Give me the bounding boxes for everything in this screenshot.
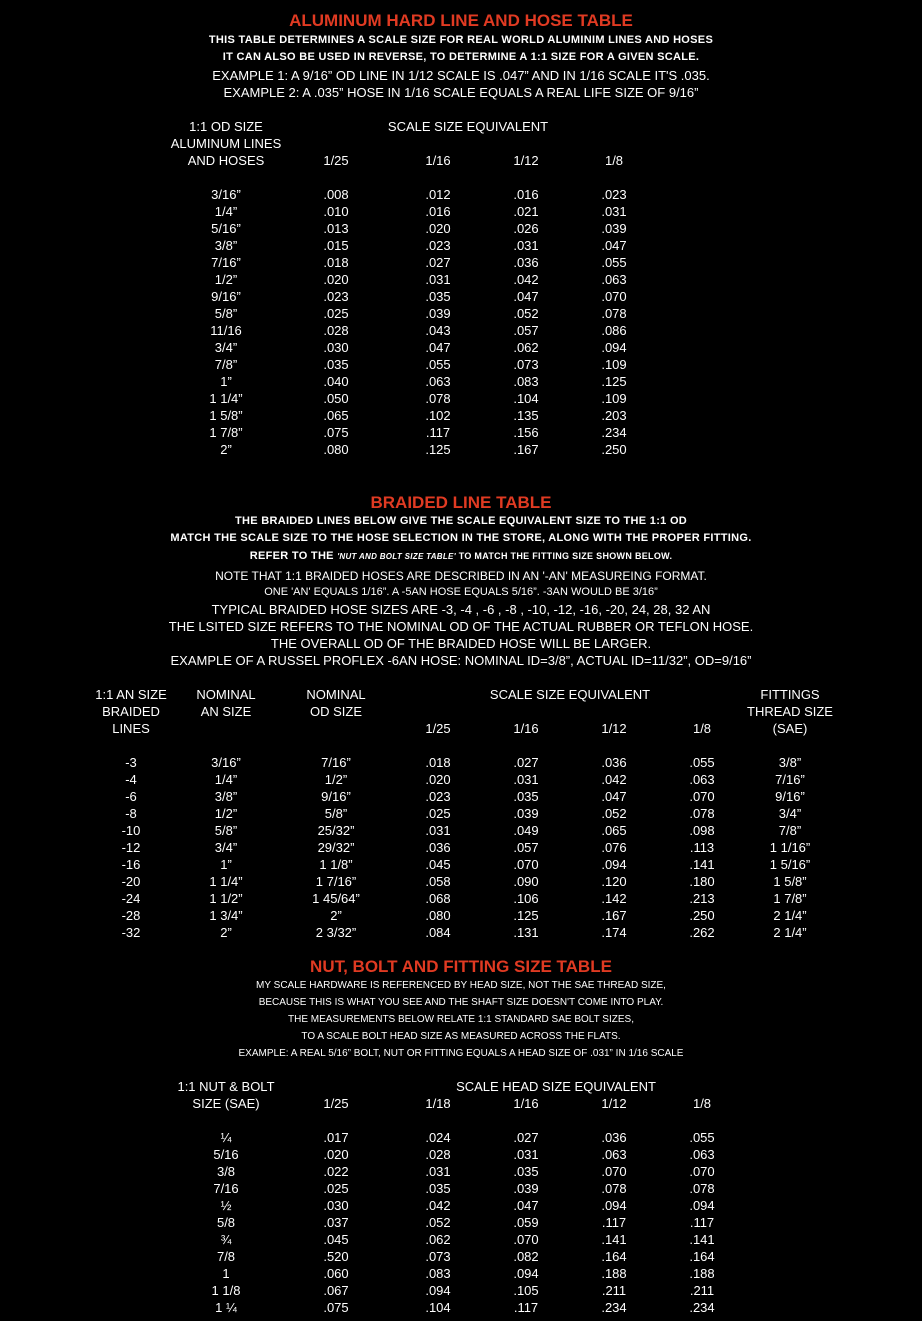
table-cell: 2” <box>330 908 342 923</box>
table-cell: 5/8” <box>214 306 238 321</box>
table-cell: .213 <box>689 891 715 906</box>
table-cell: 3/8” <box>778 755 802 770</box>
table-cell: .073 <box>425 1249 451 1264</box>
table-cell: .031 <box>425 823 451 838</box>
table-cell: 11/16 <box>210 323 242 338</box>
table-cell: 9/16” <box>211 289 241 304</box>
table-cell: .104 <box>513 391 539 406</box>
header-scale: 1/12 <box>601 721 627 736</box>
table-cell: .057 <box>513 323 539 338</box>
table-cell: 1 ¼ <box>215 1300 237 1315</box>
table-cell: .188 <box>689 1266 715 1281</box>
table-cell: .063 <box>689 772 715 787</box>
table-cell: .020 <box>323 272 349 287</box>
header-scale: 1/8 <box>692 1096 712 1111</box>
table-cell: .045 <box>323 1232 349 1247</box>
table-cell: .031 <box>601 204 627 219</box>
table-cell: .031 <box>513 238 539 253</box>
aluminum-example-line: EXAMPLE 1: A 9/16” OD LINE IN 1/12 SCALE IS .047” AND IN 1/16 SCALE IT'S .035. <box>212 68 710 83</box>
refer-text: TO MATCH THE FITTING SIZE SHOWN BELOW. <box>455 551 673 561</box>
table-cell: .008 <box>323 187 349 202</box>
table-cell: 1/2” <box>214 806 238 821</box>
table-cell: -3 <box>125 755 137 770</box>
table-cell: .104 <box>425 1300 451 1315</box>
table-cell: .120 <box>601 874 627 889</box>
table-cell: .086 <box>601 323 627 338</box>
table-cell: -8 <box>125 806 137 821</box>
table-cell: .039 <box>513 806 539 821</box>
table-cell: .070 <box>689 1164 715 1179</box>
table-cell: .028 <box>425 1147 451 1162</box>
table-cell: 5/16 <box>213 1147 239 1162</box>
table-cell: -16 <box>121 857 141 872</box>
table-cell: .035 <box>513 789 539 804</box>
table-cell: 1 1/16” <box>769 840 811 855</box>
header-fittings: FITTINGS <box>760 687 820 702</box>
table-cell: ¾ <box>220 1232 232 1247</box>
table-cell: 25/32” <box>317 823 355 838</box>
table-cell: 5/16” <box>211 221 241 236</box>
table-cell: .188 <box>601 1266 627 1281</box>
table-cell: .016 <box>425 204 451 219</box>
table-cell: 7/8” <box>778 823 802 838</box>
table-cell: .035 <box>513 1164 539 1179</box>
braided-table-title: BRAIDED LINE TABLE <box>370 493 552 512</box>
table-cell: .057 <box>513 840 539 855</box>
header-scale-group: SCALE HEAD SIZE EQUIVALENT <box>456 1079 656 1094</box>
table-cell: .031 <box>425 1164 451 1179</box>
table-cell: .036 <box>425 840 451 855</box>
table-cell: .083 <box>425 1266 451 1281</box>
table-cell: .094 <box>601 1198 627 1213</box>
table-cell: .027 <box>513 755 539 770</box>
table-cell: .039 <box>513 1181 539 1196</box>
table-cell: ¼ <box>220 1130 232 1145</box>
header-nut-bolt-size: 1:1 NUT & BOLT <box>177 1079 275 1094</box>
table-cell: .063 <box>689 1147 715 1162</box>
braided-intro-line: THE OVERALL OD OF THE BRAIDED HOSE WILL BE LARGER. <box>270 636 652 651</box>
table-cell: .113 <box>689 840 715 855</box>
header-scale: 1/8 <box>604 153 624 168</box>
table-cell: .174 <box>601 925 627 940</box>
table-cell: .052 <box>513 306 539 321</box>
table-cell: 7/16” <box>775 772 805 787</box>
table-cell: .018 <box>323 255 349 270</box>
braided-intro-line: EXAMPLE OF A RUSSEL PROFLEX -6AN HOSE: NOMINAL ID=3/8”, ACTUAL ID=11/32”, OD=9/16” <box>170 653 752 668</box>
table-cell: .065 <box>323 408 349 423</box>
nut-bolt-intro-line: EXAMPLE: A REAL 5/16” BOLT, NUT OR FITTING EQUALS A HEAD SIZE OF .031” IN 1/16 SCALE <box>238 1048 684 1059</box>
table-cell: 1 1/4” <box>209 391 243 406</box>
header-an-size: LINES <box>112 721 150 736</box>
table-cell: .131 <box>513 925 539 940</box>
table-cell: .211 <box>601 1283 627 1298</box>
table-cell: 3/8” <box>214 238 238 253</box>
table-cell: 1/2” <box>214 272 238 287</box>
table-cell: .102 <box>425 408 451 423</box>
table-cell: .025 <box>425 806 451 821</box>
table-cell: 2” <box>220 442 232 457</box>
table-cell: .043 <box>425 323 451 338</box>
table-cell: .017 <box>323 1130 349 1145</box>
table-cell: -32 <box>121 925 141 940</box>
aluminum-intro-line: THIS TABLE DETERMINES A SCALE SIZE FOR REAL WORLD ALUMINIM LINES AND HOSES <box>208 34 714 46</box>
header-nut-bolt-size: SIZE (SAE) <box>192 1096 260 1111</box>
nut-bolt-intro-line: MY SCALE HARDWARE IS REFERENCED BY HEAD SIZE, NOT THE SAE THREAD SIZE, <box>256 980 666 991</box>
table-cell: .023 <box>323 289 349 304</box>
table-cell: .055 <box>689 755 715 770</box>
table-cell: .211 <box>689 1283 715 1298</box>
table-cell: -6 <box>125 789 137 804</box>
table-cell: .024 <box>425 1130 451 1145</box>
header-scale: 1/16 <box>513 1096 539 1111</box>
table-cell: 3/8 <box>216 1164 236 1179</box>
table-cell: .036 <box>601 755 627 770</box>
table-cell: 1” <box>220 374 232 389</box>
table-cell: .250 <box>601 442 627 457</box>
table-cell: .234 <box>601 1300 627 1315</box>
table-cell: 7/16” <box>211 255 241 270</box>
table-cell: .062 <box>513 340 539 355</box>
table-cell: -10 <box>121 823 141 838</box>
table-cell: .023 <box>425 238 451 253</box>
table-cell: 2 1/4” <box>773 925 807 940</box>
table-cell: .039 <box>601 221 627 236</box>
header-scale: 1/12 <box>513 153 539 168</box>
braided-intro-line: THE BRAIDED LINES BELOW GIVE THE SCALE EQUIVALENT SIZE TO THE 1:1 OD <box>234 515 688 527</box>
table-cell: .035 <box>425 1181 451 1196</box>
table-cell: .031 <box>425 272 451 287</box>
table-cell: 1/2” <box>324 772 348 787</box>
table-cell: .045 <box>425 857 451 872</box>
table-cell: .141 <box>689 857 715 872</box>
braided-intro-line: MATCH THE SCALE SIZE TO THE HOSE SELECTION IN THE STORE, ALONG WITH THE PROPER FITTING. <box>170 532 752 544</box>
table-cell: .141 <box>601 1232 627 1247</box>
table-cell: 1 5/16” <box>769 857 811 872</box>
table-cell: .025 <box>323 306 349 321</box>
table-cell: 5/8 <box>216 1215 236 1230</box>
table-cell: .080 <box>425 908 451 923</box>
table-cell: 3/4” <box>214 840 238 855</box>
table-cell: .167 <box>601 908 627 923</box>
table-cell: .063 <box>425 374 451 389</box>
table-cell: .047 <box>601 238 627 253</box>
table-cell: .070 <box>601 289 627 304</box>
table-cell: 2 1/4” <box>773 908 807 923</box>
table-cell: .125 <box>425 442 451 457</box>
table-cell: .049 <box>513 823 539 838</box>
table-cell: .060 <box>323 1266 349 1281</box>
table-cell: -20 <box>121 874 141 889</box>
table-cell: .028 <box>323 323 349 338</box>
table-cell: .047 <box>513 1198 539 1213</box>
table-cell: .042 <box>425 1198 451 1213</box>
table-cell: .520 <box>323 1249 349 1264</box>
table-cell: .031 <box>513 1147 539 1162</box>
table-cell: .090 <box>513 874 539 889</box>
header-scale-group: SCALE SIZE EQUIVALENT <box>489 687 651 702</box>
table-cell: 1 1/4” <box>209 874 243 889</box>
table-cell: .067 <box>323 1283 349 1298</box>
table-cell: .094 <box>513 1266 539 1281</box>
table-cell: 5/8” <box>214 823 238 838</box>
table-cell: .075 <box>323 1300 349 1315</box>
table-cell: 3/16” <box>211 187 241 202</box>
table-cell: -24 <box>121 891 141 906</box>
table-cell: .106 <box>513 891 539 906</box>
table-cell: .082 <box>513 1249 539 1264</box>
table-cell: -4 <box>125 772 137 787</box>
braided-note-line: NOTE THAT 1:1 BRAIDED HOSES ARE DESCRIBED IN AN '-AN' MEASUREING FORMAT. <box>215 569 707 583</box>
table-cell: .156 <box>513 425 539 440</box>
table-cell: 2” <box>220 925 232 940</box>
table-cell: .026 <box>513 221 539 236</box>
header-nominal-od: NOMINAL <box>306 687 366 702</box>
table-cell: .020 <box>425 772 451 787</box>
table-cell: .036 <box>513 255 539 270</box>
table-cell: .021 <box>513 204 539 219</box>
nut-bolt-intro-line: BECAUSE THIS IS WHAT YOU SEE AND THE SHAFT SIZE DOESN'T COME INTO PLAY. <box>258 997 664 1008</box>
table-cell: .020 <box>323 1147 349 1162</box>
table-cell: 1 7/8” <box>209 425 243 440</box>
table-cell: .262 <box>689 925 715 940</box>
table-cell: .055 <box>425 357 451 372</box>
table-cell: .073 <box>513 357 539 372</box>
table-cell: .105 <box>513 1283 539 1298</box>
table-cell: .141 <box>689 1232 715 1247</box>
table-cell: 7/8” <box>214 357 238 372</box>
table-cell: .030 <box>323 1198 349 1213</box>
table-cell: .164 <box>689 1249 715 1264</box>
aluminum-intro-line: IT CAN ALSO BE USED IN REVERSE, TO DETERMINE A 1:1 SIZE FOR A GIVEN SCALE. <box>222 51 700 63</box>
braided-note-line: ONE 'AN' EQUALS 1/16”. A -5AN HOSE EQUALS 5/16”. -3AN WOULD BE 3/16” <box>264 586 658 598</box>
table-cell: .250 <box>689 908 715 923</box>
table-cell: .167 <box>513 442 539 457</box>
table-cell: .094 <box>601 857 627 872</box>
refer-text: REFER TO THE <box>249 550 338 562</box>
header-scale: 1/25 <box>425 721 451 736</box>
table-cell: .040 <box>323 374 349 389</box>
header-scale: 1/12 <box>601 1096 627 1111</box>
header-scale: 1/16 <box>425 153 451 168</box>
header-od-size: ALUMINUM LINES <box>170 136 282 151</box>
table-cell: 1 1/8” <box>319 857 353 872</box>
table-cell: .010 <box>323 204 349 219</box>
table-cell: .035 <box>323 357 349 372</box>
table-cell: .023 <box>601 187 627 202</box>
table-cell: -12 <box>121 840 141 855</box>
table-cell: .012 <box>425 187 451 202</box>
table-cell: .016 <box>513 187 539 202</box>
header-scale: 1/25 <box>323 153 349 168</box>
table-cell: .039 <box>425 306 451 321</box>
table-cell: .063 <box>601 1147 627 1162</box>
table-cell: .052 <box>425 1215 451 1230</box>
table-cell: 7/8 <box>216 1249 236 1264</box>
table-cell: .075 <box>323 425 349 440</box>
table-cell: .062 <box>425 1232 451 1247</box>
table-cell: .068 <box>425 891 451 906</box>
table-cell: .078 <box>601 306 627 321</box>
table-cell: 5/8” <box>324 806 348 821</box>
header-od-size: AND HOSES <box>187 153 265 168</box>
table-cell: .036 <box>601 1130 627 1145</box>
header-fittings: THREAD SIZE <box>747 704 833 719</box>
table-cell: .180 <box>689 874 715 889</box>
aluminum-table-title: ALUMINUM HARD LINE AND HOSE TABLE <box>289 11 633 30</box>
table-cell: .070 <box>513 1232 539 1247</box>
table-cell: .080 <box>323 442 349 457</box>
table-cell: .117 <box>601 1215 627 1230</box>
table-cell: .142 <box>601 891 627 906</box>
header-scale: 1/8 <box>692 721 712 736</box>
table-cell: 9/16” <box>321 789 351 804</box>
table-cell: 9/16” <box>775 789 805 804</box>
table-cell: .234 <box>601 425 627 440</box>
table-cell: .076 <box>601 840 627 855</box>
table-cell: .059 <box>513 1215 539 1230</box>
table-cell: .094 <box>689 1198 715 1213</box>
table-cell: 1 1/8 <box>211 1283 241 1298</box>
header-nominal-od: OD SIZE <box>309 704 363 719</box>
table-cell: .042 <box>601 772 627 787</box>
table-cell: 1 7/16” <box>315 874 357 889</box>
table-cell: .098 <box>689 823 715 838</box>
table-cell: 7/16 <box>213 1181 239 1196</box>
table-cell: 3/8” <box>214 789 238 804</box>
header-scale: 1/16 <box>513 721 539 736</box>
table-cell: .052 <box>601 806 627 821</box>
table-cell: .083 <box>513 374 539 389</box>
table-cell: .078 <box>425 391 451 406</box>
nut-bolt-intro-line: TO A SCALE BOLT HEAD SIZE AS MEASURED ACROSS THE FLATS. <box>301 1031 621 1042</box>
header-scale: 1/18 <box>425 1096 451 1111</box>
table-cell: .013 <box>323 221 349 236</box>
table-cell: .065 <box>601 823 627 838</box>
table-cell: 1 45/64” <box>312 891 360 906</box>
table-cell: .023 <box>425 789 451 804</box>
table-cell: .125 <box>601 374 627 389</box>
table-cell: .070 <box>601 1164 627 1179</box>
table-cell: .042 <box>513 272 539 287</box>
table-cell: .135 <box>513 408 539 423</box>
header-od-size: 1:1 OD SIZE <box>189 119 263 134</box>
table-cell: -28 <box>121 908 141 923</box>
table-cell: .117 <box>513 1300 539 1315</box>
table-cell: .031 <box>513 772 539 787</box>
header-nominal-an: NOMINAL <box>196 687 256 702</box>
table-cell: .063 <box>601 272 627 287</box>
table-cell: 1 5/8” <box>773 874 807 889</box>
table-cell: 3/4” <box>214 340 238 355</box>
table-cell: 1 1/2” <box>209 891 243 906</box>
table-cell: .015 <box>323 238 349 253</box>
table-cell: .035 <box>425 289 451 304</box>
header-scale: 1/25 <box>323 1096 349 1111</box>
table-cell: 1 5/8” <box>209 408 243 423</box>
table-cell: .084 <box>425 925 451 940</box>
header-scale-group: SCALE SIZE EQUIVALENT <box>387 119 549 134</box>
header-an-size: BRAIDED <box>102 704 160 719</box>
table-cell: .022 <box>323 1164 349 1179</box>
table-cell: .050 <box>323 391 349 406</box>
table-cell: .025 <box>323 1181 349 1196</box>
braided-intro-line: THE LSITED SIZE REFERS TO THE NOMINAL OD OF THE ACTUAL RUBBER OR TEFLON HOSE. <box>168 619 754 634</box>
table-cell: 1 3/4” <box>209 908 243 923</box>
table-cell: .078 <box>689 1181 715 1196</box>
table-cell: .094 <box>601 340 627 355</box>
table-cell: .109 <box>601 391 627 406</box>
table-cell: 1 7/8” <box>773 891 807 906</box>
table-cell: .203 <box>601 408 627 423</box>
table-cell: .109 <box>601 357 627 372</box>
header-nominal-an: AN SIZE <box>200 704 252 719</box>
table-cell: .117 <box>689 1215 715 1230</box>
header-an-size: 1:1 AN SIZE <box>95 687 167 702</box>
refer-table-name: 'NUT AND BOLT SIZE TABLE' <box>337 552 456 561</box>
table-cell: 2 3/32” <box>315 925 357 940</box>
nut-bolt-intro-line: THE MEASUREMENTS BELOW RELATE 1:1 STANDARD SAE BOLT SIZES, <box>287 1014 634 1025</box>
table-cell: .037 <box>323 1215 349 1230</box>
table-cell: .027 <box>425 255 451 270</box>
nut-bolt-table-title: NUT, BOLT AND FITTING SIZE TABLE <box>310 957 612 976</box>
table-cell: ½ <box>220 1198 232 1213</box>
table-cell: .117 <box>425 425 451 440</box>
table-cell: 29/32” <box>317 840 355 855</box>
table-cell: .078 <box>601 1181 627 1196</box>
table-cell: .020 <box>425 221 451 236</box>
table-cell: .055 <box>689 1130 715 1145</box>
table-cell: 1 <box>222 1266 230 1281</box>
table-cell: .018 <box>425 755 451 770</box>
table-cell: .070 <box>513 857 539 872</box>
table-cell: 1” <box>220 857 232 872</box>
table-cell: 3/16” <box>211 755 241 770</box>
table-cell: .058 <box>425 874 451 889</box>
table-cell: 7/16” <box>321 755 351 770</box>
table-cell: .234 <box>689 1300 715 1315</box>
table-cell: .055 <box>601 255 627 270</box>
braided-intro-line: TYPICAL BRAIDED HOSE SIZES ARE -3, -4 , -6 , -8 , -10, -12, -16, -20, 24, 28, 32 AN <box>211 602 711 617</box>
table-cell: .030 <box>323 340 349 355</box>
table-cell: .047 <box>513 289 539 304</box>
table-cell: 1/4” <box>214 772 238 787</box>
aluminum-example-line: EXAMPLE 2: A .035” HOSE IN 1/16 SCALE EQUALS A REAL LIFE SIZE OF 9/16” <box>223 85 699 100</box>
table-cell: .027 <box>513 1130 539 1145</box>
table-cell: 3/4” <box>778 806 802 821</box>
table-cell: .047 <box>601 789 627 804</box>
table-cell: .070 <box>689 789 715 804</box>
table-cell: .078 <box>689 806 715 821</box>
header-fittings: (SAE) <box>772 721 808 736</box>
table-cell: .164 <box>601 1249 627 1264</box>
table-cell: .047 <box>425 340 451 355</box>
table-cell: .125 <box>513 908 539 923</box>
table-cell: .094 <box>425 1283 451 1298</box>
table-cell: 1/4” <box>214 204 238 219</box>
